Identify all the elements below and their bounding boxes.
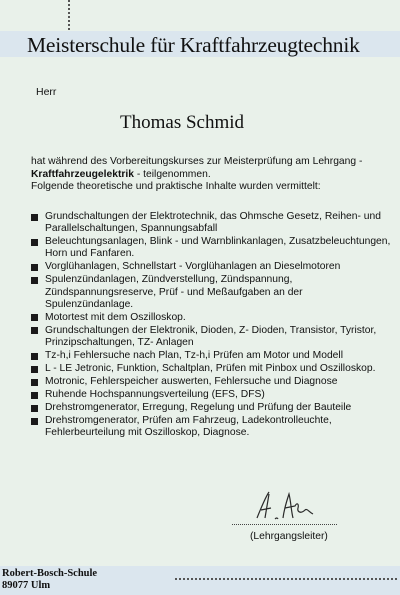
- intro-line-2-rest: - teilgenommen.: [134, 168, 211, 180]
- course-name: Kraftfahrzeugelektrik: [31, 168, 134, 180]
- topic-item: Beleuchtungsanlagen, Blink - und Warnblinkanlagen, Zusatzbeleuchtungen, Horn und Fanfaren.: [31, 236, 393, 260]
- school-title: Meisterschule für Kraftfahrzeugtechnik: [27, 33, 360, 57]
- topics-list: [31, 211, 393, 440]
- signature-line: [232, 524, 337, 525]
- handwritten-signature: [251, 488, 315, 522]
- topic-item: Drehstromgenerator, Prüfen am Fahrzeug, Ladekontrolleuchte, Fehlerbeurteilung mit Oszilloskop, Diagnose.: [31, 415, 393, 439]
- topic-item: Spulenzündanlagen, Zündverstellung, Zündspannung, Zündspannungsreserve, Prüf - und Meßaufgaben an der Spulenzündanlage.: [31, 274, 393, 311]
- school-name-footer: Robert-Bosch-Schule: [2, 568, 98, 579]
- topic-item: Motortest mit dem Oszilloskop.: [31, 312, 393, 324]
- topic-item: Ruhende Hochspannungsverteilung (EFS, DFS): [31, 389, 393, 401]
- recipient-name: Thomas Schmid: [120, 112, 245, 133]
- signature-role: (Lehrgangsleiter): [250, 531, 328, 542]
- topic-item: Grundschaltungen der Elektrotechnik, das Ohmsche Gesetz, Reihen- und Parallelschaltungen, Spannungsabfall: [31, 211, 393, 235]
- footer-dotted-line: [175, 578, 397, 580]
- school-address: [2, 568, 97, 592]
- topic-item: Grundschaltungen der Elektronik, Dioden, Z- Dioden, Transistor, Tyristor, Prinzipschaltungen, TZ- Anlagen: [31, 325, 393, 349]
- topic-item: Tz-h,i Fehlersuche nach Plan, Tz-h,i Prüfen am Motor und Modell: [31, 350, 393, 362]
- salutation: Herr: [36, 86, 57, 98]
- intro-text: [31, 156, 391, 194]
- punch-dots-top: [68, 0, 72, 30]
- topic-item: Drehstromgenerator, Erregung, Regelung und Prüfung der Bauteile: [31, 402, 393, 414]
- intro-line-2: [31, 169, 391, 182]
- intro-line-1: hat während des Vorbereitungskurses zur Meisterprüfung am Lehrgang -: [31, 156, 363, 167]
- topic-item: Motronic, Fehlerspeicher auswerten, Fehlersuche und Diagnose: [31, 376, 393, 388]
- intro-line-3: Folgende theoretische und praktische Inhalte wurden vermittelt:: [31, 181, 321, 192]
- topic-item: Vorglühanlagen, Schnellstart - Vorglühanlagen an Dieselmotoren: [31, 261, 393, 273]
- school-city: 89077 Ulm: [2, 580, 51, 591]
- topic-item: L - LE Jetronic, Funktion, Schaltplan, Prüfen mit Pinbox und Oszilloskop.: [31, 363, 393, 375]
